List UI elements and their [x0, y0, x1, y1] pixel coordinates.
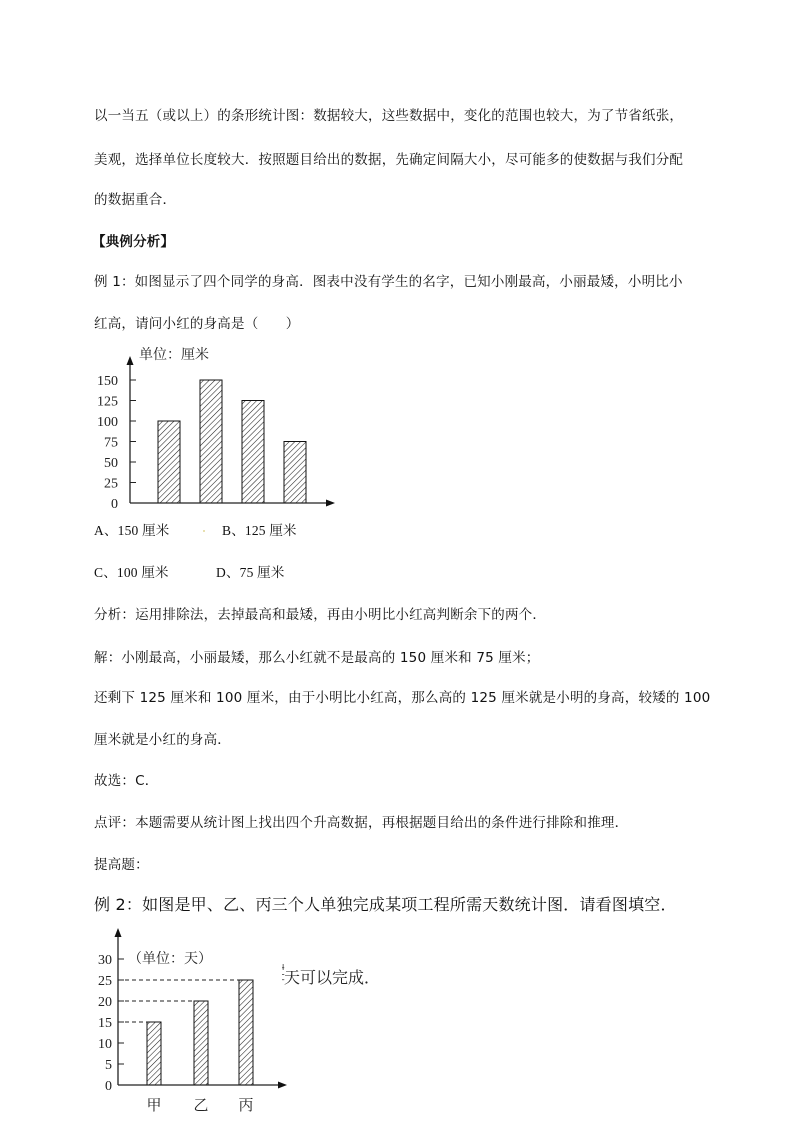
example2-question: 例 2：如图是甲、乙、丙三个人单独完成某项工程所需天数统计图．请看图填空． — [94, 895, 677, 914]
svg-text:甲: 甲 — [146, 1096, 162, 1114]
svg-text:乙: 乙 — [193, 1096, 209, 1114]
section-heading: 【典例分析】 — [92, 234, 175, 250]
svg-text:20: 20 — [98, 995, 112, 1010]
x-axis-arrow-icon — [326, 500, 335, 507]
chart1-bar — [200, 380, 222, 503]
svg-text:75: 75 — [104, 435, 118, 451]
comment-text: 点评：本题需要从统计图上找出四个升高数据，再根据题目给出的条件进行排除和推理． — [94, 815, 629, 831]
svg-text:5: 5 — [105, 1058, 112, 1073]
option-c: C、100 厘米 — [94, 565, 169, 580]
example1-question-line-2: 红高，请问小红的身高是（ ） — [94, 316, 300, 332]
intro-line-3: 的数据重合． — [94, 192, 177, 208]
advanced-heading: 提高题： — [94, 857, 149, 873]
chart2-bar — [147, 1022, 161, 1085]
svg-text:150: 150 — [97, 374, 118, 389]
chart2-bar — [194, 1001, 208, 1085]
chart1-bar-chart — [85, 340, 355, 520]
svg-text:50: 50 — [104, 456, 118, 471]
svg-text:0: 0 — [105, 1079, 112, 1094]
intro-line-1: 以一当五（或以上）的条形统计图：数据较大，这些数据中，变化的范围也较大，为了节省纸张， — [94, 108, 684, 124]
chart1-bar — [284, 442, 306, 504]
chart1-bar — [242, 401, 264, 504]
svg-text:25: 25 — [104, 476, 118, 492]
svg-text:25: 25 — [98, 974, 112, 989]
y-axis-arrow-icon — [115, 928, 122, 937]
example2-partial-answer-text: 天可以完成． — [284, 968, 381, 987]
solution-line-1: 解：小刚最高，小丽最矮，那么小红就不是最高的 150 厘米和 75 厘米； — [94, 650, 540, 666]
svg-text:0: 0 — [111, 497, 118, 512]
analysis-text: 分析：运用排除法，去掉最高和最矮，再由小明比小红高判断余下的两个． — [94, 607, 547, 623]
option-a: A、150 厘米 — [94, 523, 170, 538]
solution-line-2: 还剩下 125 厘米和 100 厘米，由于小明比小红高，那么高的 125 厘米就是小明的身高，较矮的 100 — [94, 690, 711, 706]
svg-text:30: 30 — [98, 953, 112, 968]
svg-text:10: 10 — [98, 1037, 112, 1052]
example1-question-line-1: 例 1：如图显示了四个同学的身高．图表中没有学生的名字，已知小刚最高，小丽最矮，小明比小 — [94, 274, 683, 290]
x-axis-arrow-icon — [278, 1082, 287, 1089]
answer-text: 故选：C． — [94, 773, 159, 789]
svg-text:100: 100 — [97, 415, 118, 430]
svg-text:（单位：天）: （单位：天） — [128, 951, 212, 967]
svg-text:单位：厘米: 单位：厘米 — [139, 347, 209, 363]
chart2-bar-chart — [88, 925, 298, 1117]
intro-line-2: 美观，选择单位长度较大．按照题目给出的数据，先确定间隔大小，尽可能多的使数据与我们分配 — [94, 152, 684, 168]
svg-text:丙: 丙 — [238, 1096, 254, 1114]
chart2-bar — [239, 980, 253, 1085]
stray-dot — [203, 530, 205, 532]
option-d: D、75 厘米 — [216, 565, 285, 580]
solution-line-3: 厘米就是小红的身高． — [94, 732, 231, 748]
svg-text:15: 15 — [98, 1016, 112, 1031]
chart1-bar — [158, 421, 180, 503]
option-b: B、125 厘米 — [222, 523, 297, 538]
y-axis-arrow-icon — [127, 356, 134, 365]
svg-text:125: 125 — [97, 394, 118, 410]
